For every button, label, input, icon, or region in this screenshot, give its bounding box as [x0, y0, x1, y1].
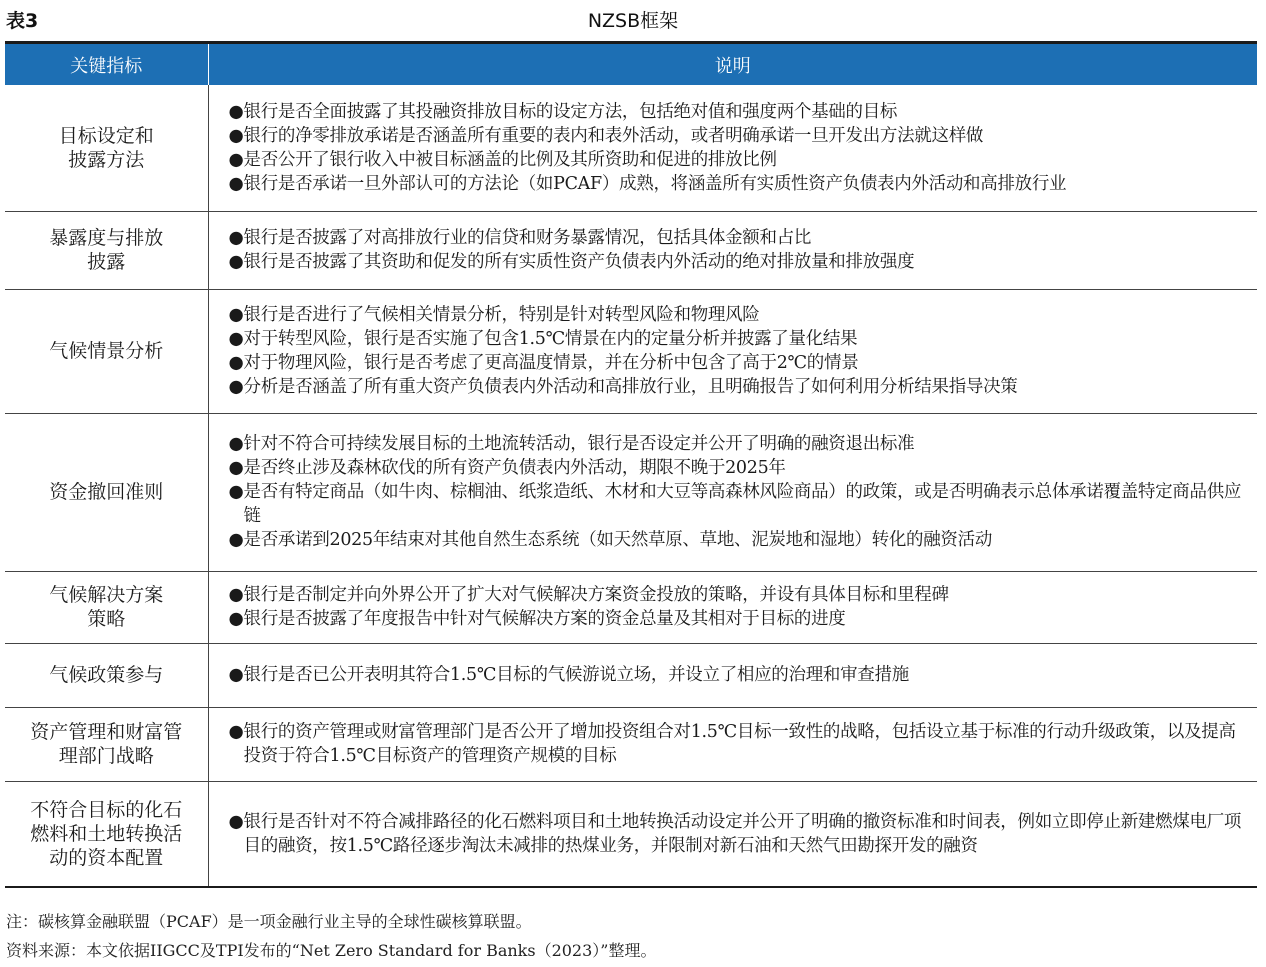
bullet-text: 分析是否涵盖了所有重大资产负债表内外活动和高排放行业，且明确报告了如何利用分析结果指导决策: [243, 377, 1018, 397]
bullet-text: 是否公开了银行收入中被目标涵盖的比例及其所资助和促进的排放比例: [243, 149, 777, 170]
bullet-icon: ●: [228, 811, 244, 832]
bullet-text: 银行是否制定并向外界公开了扩大对气候解决方案资金投放的策略，并设有具体目标和里程碑: [243, 585, 949, 605]
indicator-line: 燃料和土地转换活: [30, 822, 183, 845]
bullet-icon: ●: [228, 585, 244, 605]
description-cell: [208, 211, 1257, 289]
bullet-icon: ●: [228, 305, 244, 325]
bullet-icon: ●: [228, 434, 244, 454]
indicator-line: 资金撤回准则: [49, 481, 164, 503]
indicator-cell: [5, 289, 208, 413]
indicator-cell: [5, 571, 208, 643]
bullet-icon: ●: [228, 252, 244, 272]
bullet-item: [229, 720, 1250, 768]
description-cell: [208, 781, 1257, 887]
indicator-line: 气候情景分析: [49, 340, 164, 362]
bullet-icon: ●: [228, 228, 244, 248]
bullet-item: [229, 810, 1250, 858]
bullet-item: [229, 351, 1250, 375]
bullet-item: [229, 100, 1250, 124]
nzsb-framework-table: [5, 41, 1257, 888]
bullet-list: [229, 583, 1250, 631]
bullet-text: 银行是否已公开表明其符合1.5℃目标的气候游说立场，并设立了相应的治理和审查措施: [243, 665, 909, 685]
bullet-list: [229, 303, 1250, 399]
bullet-text: 银行是否披露了对高排放行业的信贷和财务暴露情况，包括具体金额和占比: [243, 228, 812, 248]
bullet-text: 银行的资产管理或财富管理部门是否公开了增加投资组合对1.5℃目标一致性的战略，包括设立基于标准的行动升级政策，以及提高投资于符合1.5℃目标资产的管理资产规模的目标: [243, 722, 1236, 766]
bullet-item: [229, 303, 1250, 327]
bullet-item: [229, 148, 1250, 172]
bullet-icon: ●: [228, 722, 244, 742]
indicator-line: 资产管理和财富管: [30, 721, 183, 743]
table-title: NZSB框架: [587, 10, 679, 32]
bullet-icon: ●: [228, 173, 244, 194]
bullet-text: 针对不符合可持续发展目标的土地流转活动，银行是否设定并公开了明确的融资退出标准: [243, 434, 915, 454]
indicator-line: 气候政策参与: [49, 664, 164, 686]
indicator-line: 披露: [87, 251, 126, 273]
indicator-line: 披露方法: [68, 148, 145, 171]
bullet-item: [229, 456, 1250, 480]
bullet-icon: ●: [228, 482, 244, 502]
bullet-text: 银行是否披露了年度报告中针对气候解决方案的资金总量及其相对于目标的进度: [243, 609, 846, 629]
bullet-item: [229, 528, 1250, 552]
bullet-item: [229, 375, 1250, 399]
bullet-text: 是否有特定商品（如牛肉、棕榈油、纸浆造纸、木材和大豆等高森林风险商品）的政策，或是否明确表示总体承诺覆盖特定商品供应链: [243, 482, 1242, 526]
description-cell: [208, 85, 1257, 211]
indicator-line: 气候解决方案: [49, 584, 164, 606]
table-row: [5, 85, 1257, 211]
bullet-text: 对于转型风险，银行是否实施了包含1.5℃情景在内的定量分析并披露了量化结果: [243, 329, 858, 349]
table-row: [5, 707, 1257, 781]
bullet-list: [229, 663, 1250, 687]
description-cell: [208, 413, 1257, 571]
indicator-cell: [5, 781, 208, 887]
bullet-list: [229, 810, 1250, 858]
bullet-icon: ●: [228, 125, 244, 146]
bullet-text: 银行是否进行了气候相关情景分析，特别是针对转型风险和物理风险: [243, 305, 760, 325]
bullet-icon: ●: [228, 609, 244, 629]
bullet-item: [229, 124, 1250, 148]
table-row: [5, 413, 1257, 571]
bullet-item: [229, 250, 1250, 274]
header-row: [5, 43, 1257, 86]
description-cell: [208, 707, 1257, 781]
indicator-cell: [5, 211, 208, 289]
description-cell: [208, 571, 1257, 643]
bullet-item: [229, 607, 1250, 631]
indicator-line: 暴露度与排放: [49, 227, 164, 249]
bullet-icon: ●: [228, 377, 244, 397]
bullet-item: [229, 226, 1250, 250]
table-row: [5, 643, 1257, 707]
bullet-item: [229, 480, 1250, 528]
description-cell: [208, 643, 1257, 707]
source-note: 资料来源：本文依据IIGCC及TPI发布的“Net Zero Standard for Banks（2023）”整理。: [6, 941, 657, 960]
indicator-cell: [5, 413, 208, 571]
footnote: 注：碳核算金融联盟（PCAF）是一项金融行业主导的全球性碳核算联盟。: [6, 912, 532, 931]
table-number: 表3: [6, 10, 39, 32]
indicator-line: 不符合目标的化石: [30, 798, 183, 821]
bullet-text: 对于物理风险，银行是否考虑了更高温度情景，并在分析中包含了高于2℃的情景: [243, 353, 859, 373]
table-row: [5, 781, 1257, 887]
bullet-list: [229, 100, 1250, 196]
bullet-list: [229, 226, 1250, 274]
bullet-text: 银行是否披露了其资助和促发的所有实质性资产负债表内外活动的绝对排放量和排放强度: [243, 252, 915, 272]
bullet-icon: ●: [228, 530, 244, 550]
table-row: [5, 211, 1257, 289]
column-header-description: 说明: [208, 43, 1257, 86]
description-cell: [208, 289, 1257, 413]
bullet-text: 是否终止涉及森林砍伐的所有资产负债表内外活动，期限不晚于2025年: [243, 458, 786, 478]
bullet-icon: ●: [228, 665, 244, 685]
bullet-list: [229, 720, 1250, 768]
bullet-icon: ●: [228, 329, 244, 349]
bullet-icon: ●: [228, 101, 244, 122]
table-row: [5, 289, 1257, 413]
bullet-text: 银行是否全面披露了其投融资排放目标的设定方法，包括绝对值和强度两个基础的目标: [243, 101, 898, 122]
column-header-indicator: 关键指标: [5, 43, 208, 86]
bullet-item: [229, 583, 1250, 607]
indicator-line: 目标设定和: [58, 124, 154, 147]
indicator-cell: [5, 85, 208, 211]
bullet-icon: ●: [228, 458, 244, 478]
bullet-item: [229, 172, 1250, 196]
indicator-line: 理部门战略: [58, 745, 154, 767]
bullet-text: 银行的净零排放承诺是否涵盖所有重要的表内和表外活动，或者明确承诺一旦开发出方法就这样做: [243, 125, 984, 146]
table-row: [5, 571, 1257, 643]
bullet-text: 银行是否承诺一旦外部认可的方法论（如PCAF）成熟，将涵盖所有实质性资产负债表内外活动和高排放行业: [243, 173, 1067, 194]
indicator-cell: [5, 643, 208, 707]
bullet-text: 是否承诺到2025年结束对其他自然生态系统（如天然草原、草地、泥炭地和湿地）转化的融资活动: [243, 530, 993, 550]
bullet-list: [229, 432, 1250, 552]
bullet-text: 银行是否针对不符合减排路径的化石燃料项目和土地转换活动设定并公开了明确的撤资标准和时间表，例如立即停止新建燃煤电厂项目的融资，按1.5℃路径逐步淘汰未减排的热煤业务，并限制对新石油和天然气田勘探开发的融资: [243, 811, 1242, 856]
indicator-line: 策略: [87, 608, 126, 630]
table-header-area: [0, 0, 1266, 38]
indicator-line: 动的资本配置: [49, 846, 164, 869]
bullet-icon: ●: [228, 149, 244, 170]
bullet-item: [229, 663, 1250, 687]
bullet-item: [229, 432, 1250, 456]
bullet-item: [229, 327, 1250, 351]
bullet-icon: ●: [228, 353, 244, 373]
indicator-cell: [5, 707, 208, 781]
